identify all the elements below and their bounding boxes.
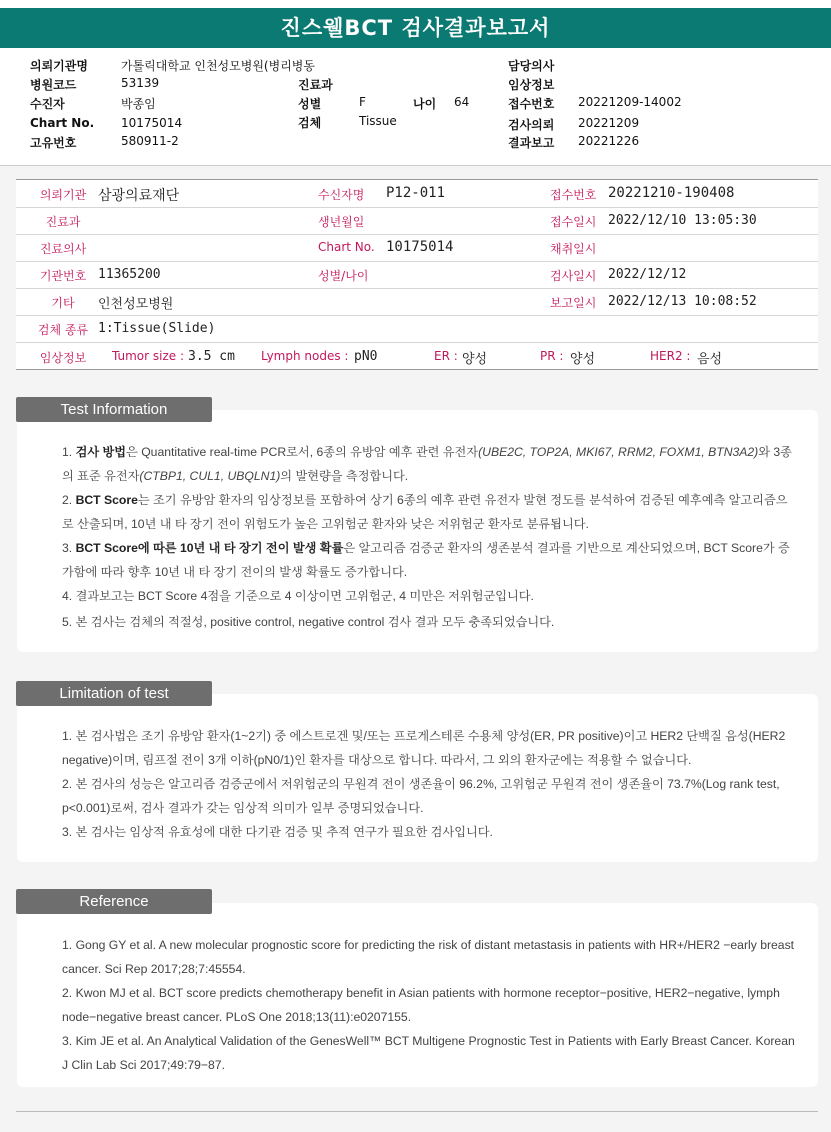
- her2-label: HER2 :: [650, 349, 691, 363]
- test-info-item-3: 3. BCT Score에 따른 10년 내 타 장기 전이 발생 확률은 알고리즘 검증군 환자의 생존분석 결과를 기반으로 계산되었으며, BCT Score가 증가함에 따라 향후 10년 내 타 장기 전이의 발생 확률도 증가합니다.: [62, 541, 790, 579]
- tumor-value: 3.5 cm: [188, 349, 235, 364]
- hdr-sex-label: 성별: [298, 97, 322, 111]
- hdr-specimen-value: Tissue: [359, 114, 397, 128]
- recv-name-label: 수신자명: [318, 188, 365, 202]
- hdr-inst-label: 의뢰기관명: [30, 59, 88, 73]
- tumor-label: Tumor size :: [112, 349, 185, 363]
- dept-label: 진료과: [45, 215, 81, 229]
- test-info-item-1: 1. 검사 방법은 Quantitative real-time PCR로서, 6종의 유방암 예후 관련 유전자(UBE2C, TOP2A, MKI67, RRM2, FOXM1, BTN3A2)와 3종의 표준 유전자(CTBP1, CUL1, UBQLN1)의 발현량을 측정합니다.: [62, 445, 792, 483]
- limitation-item-1: 1. 본 검사법은 조기 유방암 환자(1~2기) 중 에스트로겐 및/또는 프로게스테론 수용체 양성(ER, PR positive)이고 HER2 단백질 음성(HER2 negative)이며, 림프절 전이 3개 이하(pN0/1)인 환자를 대상으로 합니다. 따라서, 그 외의 환자군에는 적용할 수 없습니다.: [62, 729, 786, 767]
- specimen-value: 1:Tissue(Slide): [98, 321, 216, 336]
- inst-label: 의뢰기관: [39, 188, 87, 202]
- hdr-chart-value: 10175014: [121, 116, 183, 130]
- test-date-value: 2022/12/12: [608, 267, 687, 282]
- limitation-box: [17, 694, 818, 862]
- lab-info-panel: [16, 179, 818, 370]
- hdr-sex-value: F: [359, 95, 366, 109]
- recv-name-value: P12-011: [386, 185, 446, 201]
- clinical-label: 임상정보: [39, 351, 87, 365]
- lymph-label: Lymph nodes :: [261, 349, 349, 363]
- inst-value: 삼광의료재단: [98, 188, 180, 204]
- test-info-item-4: 4. 결과보고는 BCT Score 4점을 기준으로 4 이상이면 고위험군, 4 미만은 저위험군입니다.: [62, 589, 534, 603]
- hdr-doctor-label: 담당의사: [508, 59, 555, 73]
- reg-no-label: 접수번호: [550, 188, 597, 202]
- hdr-regno-value: 20221209-14002: [578, 95, 682, 109]
- chart-label: Chart No.: [318, 240, 375, 254]
- row-divider: [16, 234, 818, 235]
- hdr-inst-value: 가톨릭대학교 인천성모병원(병리병동: [121, 59, 315, 73]
- er-label: ER :: [434, 349, 458, 363]
- reference-item-1: 1. Gong GY et al. A new molecular prognostic score for predicting the risk of distant metastasis in patients with HR+/HER2 −early breast cancer. Sci Rep 2017;28;7:45554.: [62, 938, 795, 976]
- doctor-label: 진료의사: [39, 242, 87, 256]
- specimen-label: 검체 종류: [37, 323, 89, 337]
- pr-value: 양성: [570, 352, 596, 367]
- collect-label: 채취일시: [550, 242, 597, 256]
- hdr-uid-label: 고유번호: [30, 136, 77, 150]
- hdr-hospcode-label: 병원코드: [30, 78, 77, 92]
- reference-tab: Reference: [16, 889, 212, 914]
- reference-box: [17, 903, 818, 1087]
- etc-label: 기타: [51, 296, 75, 310]
- report-date-value: 2022/12/13 10:08:52: [608, 294, 757, 309]
- inst-no-value: 11365200: [98, 267, 161, 282]
- test-info-tab: Test Information: [16, 397, 212, 422]
- dob-label: 생년월일: [318, 215, 365, 229]
- reg-date-value: 2022/12/10 13:05:30: [608, 213, 757, 228]
- hdr-uid-value: 580911-2: [121, 134, 179, 148]
- hdr-request-value: 20221209: [578, 116, 640, 130]
- hdr-regno-label: 접수번호: [508, 97, 555, 111]
- etc-value: 인천성모병원: [98, 297, 174, 312]
- her2-value: 음성: [697, 352, 723, 367]
- hdr-specimen-label: 검체: [298, 116, 322, 130]
- test-info-box: [17, 410, 818, 652]
- reg-no-value: 20221210-190408: [608, 185, 735, 201]
- hdr-patient-label: 수진자: [30, 97, 65, 111]
- hdr-patient-value: 박종임: [121, 97, 156, 111]
- test-info-item-2: 2. BCT Score는 조기 유방암 환자의 임상정보를 포함하여 상기 6종의 예후 관련 유전자 발현 정도를 분석하여 검증된 예후예측 알고리즘으로 산출되며, 10년 내 타 장기 전이 위험도가 높은 고위험군 환자와 낮은 저위험군 환자로 분류됩니다.: [62, 493, 788, 531]
- inst-no-label: 기관번호: [39, 269, 87, 283]
- hdr-report-label: 결과보고: [508, 136, 555, 150]
- row-divider: [16, 288, 818, 289]
- limitation-tab: Limitation of test: [16, 681, 212, 706]
- hdr-age-label: 나이: [413, 97, 437, 111]
- hdr-age-value: 64: [454, 95, 470, 109]
- sexage-label: 성별/나이: [318, 269, 369, 283]
- hdr-dept-label: 진료과: [298, 78, 333, 92]
- hdr-request-label: 검사의뢰: [508, 118, 555, 132]
- limitation-item-3: 3. 본 검사는 임상적 유효성에 대한 다기관 검증 및 추적 연구가 필요한 검사입니다.: [62, 825, 493, 839]
- report-title: 진스웰BCT 검사결과보고서: [0, 8, 831, 48]
- lymph-value: pN0: [354, 349, 378, 364]
- er-value: 양성: [462, 352, 488, 367]
- chart-value: 10175014: [386, 239, 454, 255]
- hdr-clinical-label: 임상정보: [508, 78, 555, 92]
- footer-divider: [16, 1111, 818, 1112]
- row-divider: [16, 207, 818, 208]
- pr-label: PR :: [540, 349, 564, 363]
- report-header: [0, 0, 831, 166]
- test-info-item-5: 5. 본 검사는 검체의 적절성, positive control, negative control 검사 결과 모두 충족되었습니다.: [62, 615, 555, 629]
- reference-item-3: 3. Kim JE et al. An Analytical Validation of the GenesWell™ BCT Multigene Prognostic Test in Patients with Early Breast Cancer. Korean J Clin Lab Sci 2017;49:79−87.: [62, 1034, 795, 1072]
- hdr-report-value: 20221226: [578, 134, 640, 148]
- hdr-hospcode-value: 53139: [121, 76, 160, 90]
- row-divider: [16, 261, 818, 262]
- row-divider: [16, 315, 818, 316]
- limitation-item-2: 2. 본 검사의 성능은 알고리즘 검증군에서 저위험군의 무원격 전이 생존율이 96.2%, 고위험군 무원격 전이 생존율이 73.7%(Log rank test, p<0.001)로써, 검사 결과가 갖는 임상적 의미가 일부 증명되었습니다.: [62, 777, 780, 815]
- reg-date-label: 접수일시: [550, 215, 597, 229]
- test-date-label: 검사일시: [550, 269, 597, 283]
- reference-item-2: 2. Kwon MJ et al. BCT score predicts chemotherapy benefit in Asian patients with hormone receptor−positive, HER2−negative, lymph node−negative breast cancer. PLoS One 2018;13(11):e0207155.: [62, 986, 780, 1024]
- report-date-label: 보고일시: [550, 296, 597, 310]
- row-divider: [16, 342, 818, 343]
- hdr-chart-label: Chart No.: [30, 116, 95, 130]
